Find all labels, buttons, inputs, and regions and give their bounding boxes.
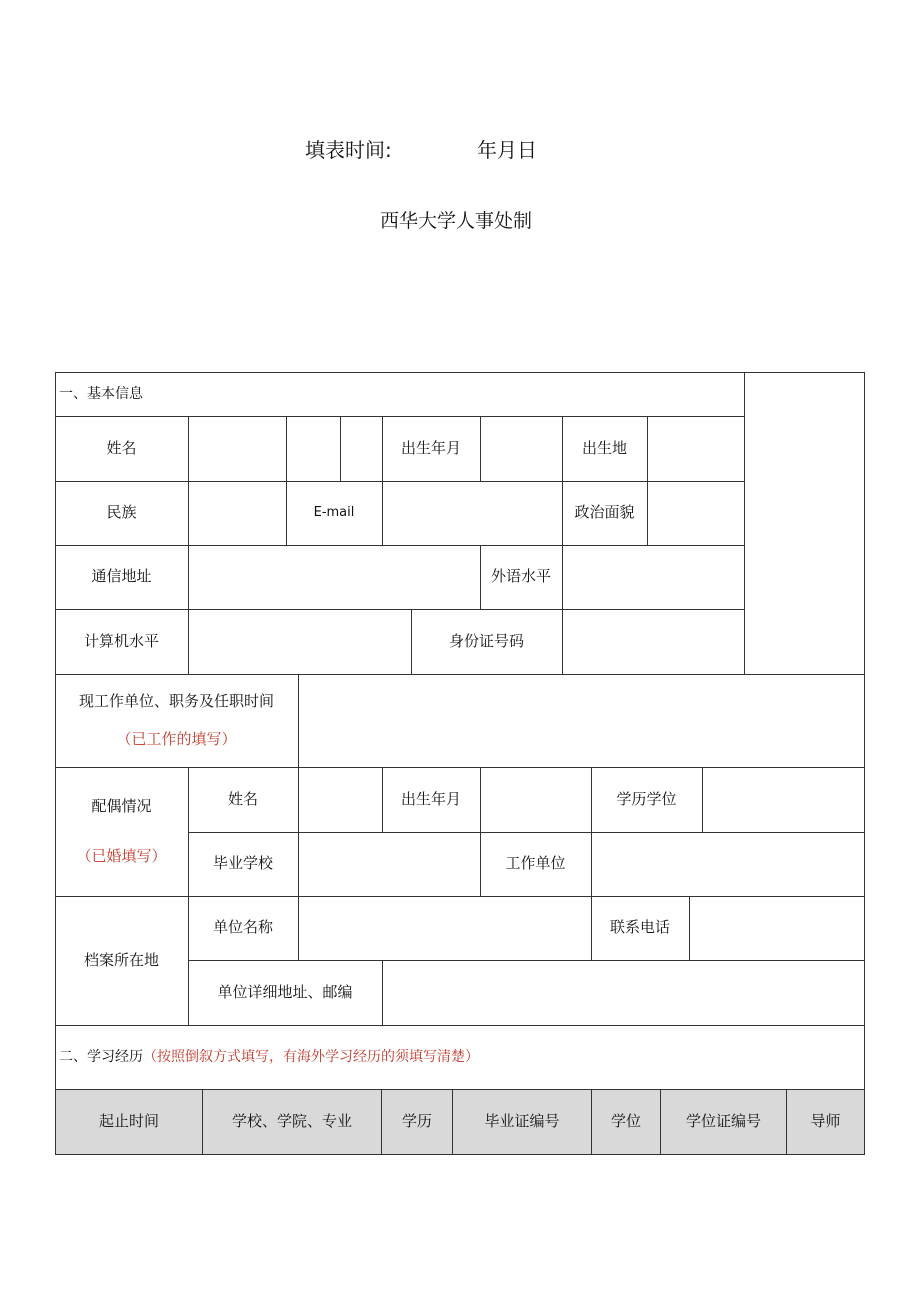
- input-spouse-name[interactable]: [298, 767, 382, 832]
- spouse-label-text: 配偶情况: [91, 796, 152, 815]
- input-spouse-school[interactable]: [298, 832, 480, 896]
- label-spouse-school: 毕业学校: [212, 854, 273, 873]
- section-basic-info-title: 一、基本信息: [59, 385, 143, 402]
- photo-box[interactable]: [744, 372, 864, 674]
- section-education-title-text: 二、学习经历: [59, 1048, 143, 1065]
- department-name: 西华大学人事处制: [380, 210, 533, 232]
- input-foreign-language[interactable]: [562, 545, 744, 609]
- grid-line: [864, 372, 865, 1154]
- input-address[interactable]: [188, 545, 480, 609]
- input-spouse-employer[interactable]: [591, 832, 864, 896]
- edu-header-degree-no: 学位证编号: [661, 1090, 786, 1154]
- input-birthplace[interactable]: [647, 416, 744, 481]
- work-label-text: 现工作单位、职务及任职时间: [78, 691, 274, 710]
- edu-header-degree: 学位: [592, 1090, 660, 1154]
- label-computer-level: 计算机水平: [83, 631, 159, 650]
- input-political[interactable]: [647, 481, 744, 545]
- label-spouse-name: 姓名: [227, 789, 258, 808]
- date-label: 年月日: [477, 138, 537, 162]
- input-archive-address[interactable]: [382, 960, 864, 1025]
- label-archive-phone: 联系电话: [609, 918, 670, 937]
- label-current-work: [55, 674, 298, 767]
- section-education-note: （按照倒叙方式填写，有海外学习经历的须填写清楚）: [143, 1048, 479, 1065]
- label-id-number: 身份证号码: [448, 631, 524, 650]
- input-spouse-degree[interactable]: [702, 767, 864, 832]
- edu-header-education: 学历: [382, 1090, 452, 1154]
- edu-header-diploma-no: 毕业证编号: [453, 1090, 591, 1154]
- label-name: 姓名: [106, 438, 137, 457]
- input-spouse-birth[interactable]: [480, 767, 591, 832]
- input-current-work[interactable]: [298, 674, 864, 767]
- label-birth: 出生年月: [400, 438, 461, 457]
- grid-line: [55, 1154, 865, 1155]
- input-id-number[interactable]: [562, 609, 744, 674]
- input-birth[interactable]: [480, 416, 562, 481]
- label-foreign-language: 外语水平: [490, 567, 551, 586]
- input-computer-level[interactable]: [188, 609, 411, 674]
- input-archive-phone[interactable]: [689, 896, 864, 960]
- input-name[interactable]: [188, 416, 286, 481]
- label-spouse: [55, 767, 188, 896]
- label-archive: 档案所在地: [83, 950, 159, 969]
- label-archive-address: 单位详细地址、邮编: [217, 982, 353, 1001]
- edu-header-school: 学校、学院、专业: [203, 1090, 381, 1154]
- label-spouse-birth: 出生年月: [400, 789, 461, 808]
- label-spouse-degree: 学历学位: [616, 789, 677, 808]
- label-archive-unit: 单位名称: [212, 918, 273, 937]
- input-gender-label[interactable]: [286, 416, 340, 481]
- input-ethnicity[interactable]: [188, 481, 286, 545]
- label-ethnicity: 民族: [106, 503, 137, 522]
- input-email[interactable]: [382, 481, 562, 545]
- input-gender[interactable]: [340, 416, 382, 481]
- edu-header-period: 起止时间: [56, 1090, 202, 1154]
- section-education-title: [55, 1025, 864, 1089]
- label-address: 通信地址: [91, 567, 152, 586]
- label-political: 政治面貌: [574, 503, 635, 522]
- label-birthplace: 出生地: [581, 438, 627, 457]
- input-archive-unit[interactable]: [298, 896, 591, 960]
- fill-time-label: 填表时间:: [305, 138, 392, 162]
- label-email: E-mail: [313, 504, 355, 520]
- label-spouse-employer: 工作单位: [505, 854, 566, 873]
- work-note-text: （已工作的填写）: [116, 730, 237, 748]
- edu-header-advisor: 导师: [787, 1090, 864, 1154]
- spouse-note-text: （已婚填写）: [76, 847, 167, 865]
